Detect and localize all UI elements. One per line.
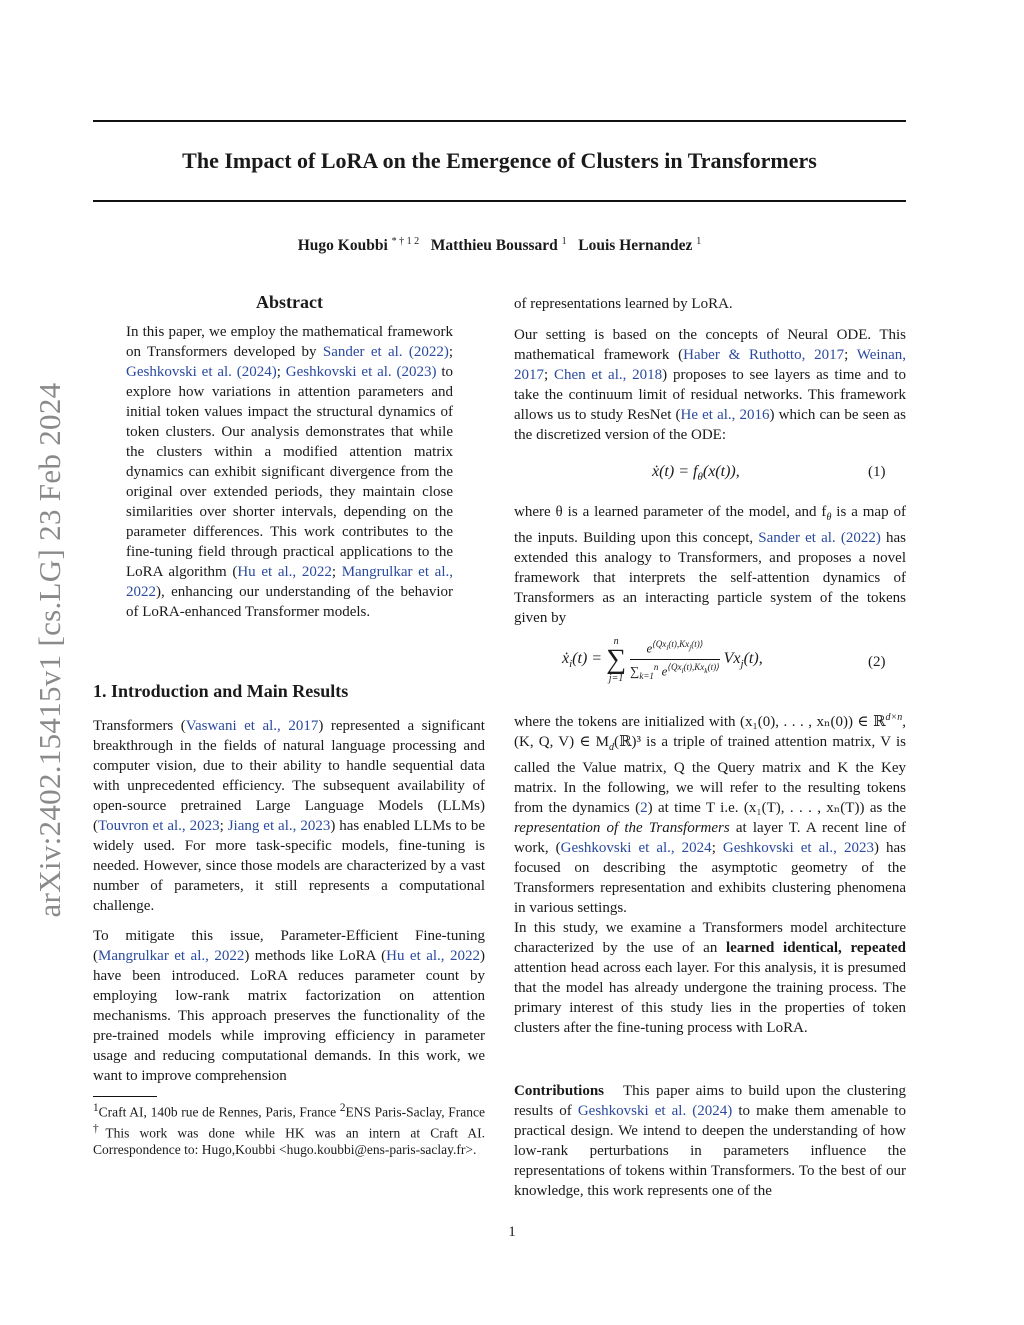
citation-link[interactable]: Geshkovski et al. (2024) — [126, 364, 277, 380]
body-text: is a map of the inputs. Building upon this concept, — [514, 504, 906, 546]
abstract-text: ), enhancing our understanding of the behavior of LoRA-enhanced Transformer models. — [126, 584, 453, 620]
body-text: ) which can be seen as the discretized version of the ODE: — [514, 407, 906, 443]
body-text: at layer T. A recent line of work, ( — [514, 820, 906, 856]
citation-link[interactable]: Geshkovski et al. (2023) — [285, 364, 437, 380]
intro-paragraph-2 — [93, 926, 485, 1086]
abstract-text: to explore how variations in attention parameters and initial token values impact the structural dynamics of token clusters. Our analysis demonstrates that while the clusters within a modified attention matrix dynamics can exhibit significant divergence from the original over extended periods, they maintain close similarities over shorter intervals, depending on the parameter differences. This work contributes to the fine-tuning field through practical applications to the LoRA algorithm ( — [126, 364, 453, 580]
citation-link[interactable]: Weinan, 2017 — [514, 347, 906, 383]
intro-paragraph-6 — [514, 918, 906, 1038]
body-text: representation of the Transformers — [514, 820, 730, 836]
citation-link[interactable]: Sander et al. (2022) — [322, 344, 449, 360]
body-text: where the tokens are initialized with (x₁(0), . . . , xₙ(0)) ∈ ℝ — [514, 714, 886, 730]
citation-link[interactable]: He et al., 2016 — [680, 407, 770, 423]
body-text: ) has focused on describing the asymptotic geometry of the Transformers representation and exhibits clustering phenomena in various settings. — [514, 840, 906, 916]
title-top-rule — [93, 120, 906, 122]
title-bottom-rule — [93, 200, 906, 202]
citation-link[interactable]: Geshkovski et al., 2023 — [722, 840, 874, 856]
body-text: ; — [844, 347, 857, 363]
body-text: ; — [544, 367, 554, 383]
abstract-text: ; — [448, 344, 453, 360]
body-text: where θ is a learned parameter of the model, and f — [514, 504, 827, 520]
body-text: Our setting is based on the concepts of Neural ODE. This mathematical framework ( — [514, 327, 906, 363]
equation-reference-link[interactable]: 2 — [640, 800, 648, 816]
contributions-paragraph — [514, 1081, 910, 1201]
author-affiliation-marks: 1 — [561, 236, 567, 247]
footnote — [93, 1100, 485, 1158]
body-text: To mitigate this issue, Parameter-Efficient Fine-tuning ( — [93, 928, 485, 964]
equation-number: (1) — [868, 464, 886, 480]
abstract-body — [126, 322, 453, 622]
body-text: (ℝ)³ is a triple of trained attention matrix, V is called the Value matrix, Q the Query matrix and K the Key matrix. In the following, we will refer to the resulting tokens from the dynamics ( — [514, 734, 906, 816]
body-text: ) have been introduced. LoRA reduces parameter count by employing low-rank matrix factorization on attention mechanisms. This approach preserves the functionality of the pre-trained models while improving efficiency in parameter usage and reducing computational demands. In this work, we want to improve comprehension — [93, 948, 485, 1084]
body-text: This paper aims to build upon the clustering results of — [514, 1083, 910, 1119]
equation-number: (2) — [868, 654, 886, 670]
body-text: ; — [219, 818, 228, 834]
body-text: ) methods like LoRA ( — [244, 948, 387, 964]
footnote-mark: 1 — [93, 1102, 99, 1114]
equation-1: ẋ(t) = $f_\theta(x(t))$, — [652, 463, 740, 484]
footnote-text: Craft AI, 140b rue de Rennes, Paris, France — [98, 1104, 340, 1120]
abstract-text: ; — [331, 564, 342, 580]
author-name: Hugo Koubbi — [297, 237, 388, 255]
body-text-bold: learned identical, repeated — [726, 940, 906, 956]
footnote-text: ENS Paris-Saclay, France — [345, 1104, 485, 1120]
page-number: 1 — [508, 1224, 516, 1240]
intro-paragraph-1 — [93, 716, 485, 916]
author-list — [93, 236, 906, 255]
arxiv-identifier: arXiv:2402.15415v1 [cs.LG] 23 Feb 2024 — [32, 382, 67, 918]
intro-paragraph-3 — [514, 325, 906, 445]
abstract-text: ; — [276, 364, 286, 380]
body-text: of representations learned by LoRA. — [514, 296, 733, 312]
citation-link[interactable]: Vaswani et al., 2017 — [185, 718, 319, 734]
abstract-heading: Abstract — [256, 292, 323, 312]
paragraph-heading: Contributions — [514, 1083, 605, 1099]
author-name: Louis Hernandez — [578, 237, 693, 255]
summation-symbol: n ∑ j=1 — [606, 636, 627, 684]
body-text: ) proposes to see layers as time and to take the continuum limit of residual networks. This framework allows us to study ResNet ( — [514, 367, 906, 423]
body-text: has extended this analogy to Transformers, and proposes a novel framework that interprets the self-attention dynamics of Transformers as an interacting particle system of the tokens given by — [514, 530, 906, 626]
footnote-mark: 2 — [339, 1102, 346, 1114]
citation-link[interactable]: Geshkovski et al. (2024) — [577, 1103, 733, 1119]
intro-paragraph-4: where θ is a learned parameter of the model, and $f_\theta$ is a map of the inputs. Building upon this concept, Sander et al. (2022) has extended this analogy to Transformers, and proposes a novel framework that interprets the self-attention dynamics of Transformers as an interacting particle system of the tokens given by — [514, 504, 906, 626]
citation-link[interactable]: Hu et al., 2022 — [386, 948, 480, 964]
body-text: Transformers ( — [93, 718, 186, 734]
attention-fraction: $\frac{e^{⟨Qx_i(t),Kx_j(t)⟩}}{\sum_{k=1}^n e^{⟨Qx_i(t),Kx_k(t)⟩}}$ — [630, 639, 720, 681]
body-text: , (K, Q, V) ∈ M — [514, 714, 906, 750]
intro-paragraph-2-continued — [514, 294, 906, 314]
body-text: ) represented a significant breakthrough in the fields of natural language processing and computer vision, due to their ability to handle sequential data with unprecedented efficiency. The subsequent availability of open-source pretrained Large Language Models (LLMs) ( — [93, 718, 485, 834]
body-text: ) at time T i.e. (x₁(T), . . . , xₙ(T)) as the — [647, 800, 907, 816]
body-text: ) has enabled LLMs to be widely used. For more task-specific models, fine-tuning is needed. However, since those models are characterized by a vast number of parameters, it still represents a computational challenge. — [93, 818, 485, 914]
citation-link[interactable]: Chen et al., 2018 — [553, 367, 663, 383]
citation-link[interactable]: Jiang et al., 2023 — [227, 818, 331, 834]
body-text: attention head across each layer. For this analysis, it is presumed that the model has already undergone the training process. The primary interest of this study lies in the properties of token clusters after the fine-tuning process with LoRA. — [514, 960, 906, 1036]
footnote-text: This work was done while HK was an intern at Craft AI. Correspondence to: Hugo,Koubbi <hugo.koubbi@ens-paris-saclay.fr>. — [93, 1125, 485, 1157]
body-text: In this study, we examine a Transformers model architecture characterized by the use of an — [514, 920, 906, 956]
footnote-mark: † — [93, 1122, 106, 1135]
footnote-rule — [93, 1096, 157, 1097]
citation-link[interactable]: Haber & Ruthotto, 2017 — [683, 347, 845, 363]
citation-link[interactable]: Hu et al., 2022 — [237, 564, 332, 580]
author-name: Matthieu Boussard — [430, 237, 558, 255]
author-affiliation-marks: 1 — [696, 236, 702, 247]
author-affiliation-marks: * † 1 2 — [391, 236, 420, 247]
equation-2: ẋ$_i$(t) = n ∑ j=1 $\frac{e^{⟨Qx_i(t),Kx_j(t)⟩}}{\sum_{k=1}^n e^{⟨Qx_i(t),Kx_k(t)⟩}}$ $Vx_j(t)$, — [562, 636, 763, 684]
citation-link[interactable]: Geshkovski et al., 2024 — [560, 840, 712, 856]
citation-link[interactable]: Touvron et al., 2023 — [98, 818, 220, 834]
section-heading: 1. Introduction and Main Results — [93, 681, 349, 701]
intro-paragraph-5: where the tokens are initialized with (x₁(0), . . . , xₙ(0)) ∈ ℝ$^{d\times n}$, (K, Q, V) ∈ $M_d(ℝ)^3$ is a triple of trained attention matrix, V is called the Value matrix, Q the Query matrix and K the Key matrix. In the following, we will refer to the resulting tokens from the dynamics (2) at time T i.e. (x₁(T), . . . , xₙ(T)) as the representation of the Transformers at layer T. A recent line of work, (Geshkovski et al., 2024; Geshkovski et al., 2023) has focused on describing the asymptotic geometry of the Transformers representation and exhibits clustering phenomena in various settings. — [514, 712, 907, 916]
citation-link[interactable]: Mangrulkar et al., 2022 — [98, 948, 245, 964]
abstract-text: In this paper, we employ the mathematical framework on Transformers developed by — [126, 324, 453, 360]
body-text: to make them amenable to practical design. We intend to deepen the understanding of how low-rank perturbations in parameters influence the representations of tokens within Transformers. To the best of our knowledge, this work represents one of the — [514, 1103, 906, 1199]
paper-title: The Impact of LoRA on the Emergence of Clusters in Transformers — [182, 148, 817, 173]
body-text: ; — [711, 840, 723, 856]
citation-link[interactable]: Mangrulkar et al., 2022 — [126, 564, 453, 600]
citation-link[interactable]: Sander et al. (2022) — [758, 530, 881, 546]
